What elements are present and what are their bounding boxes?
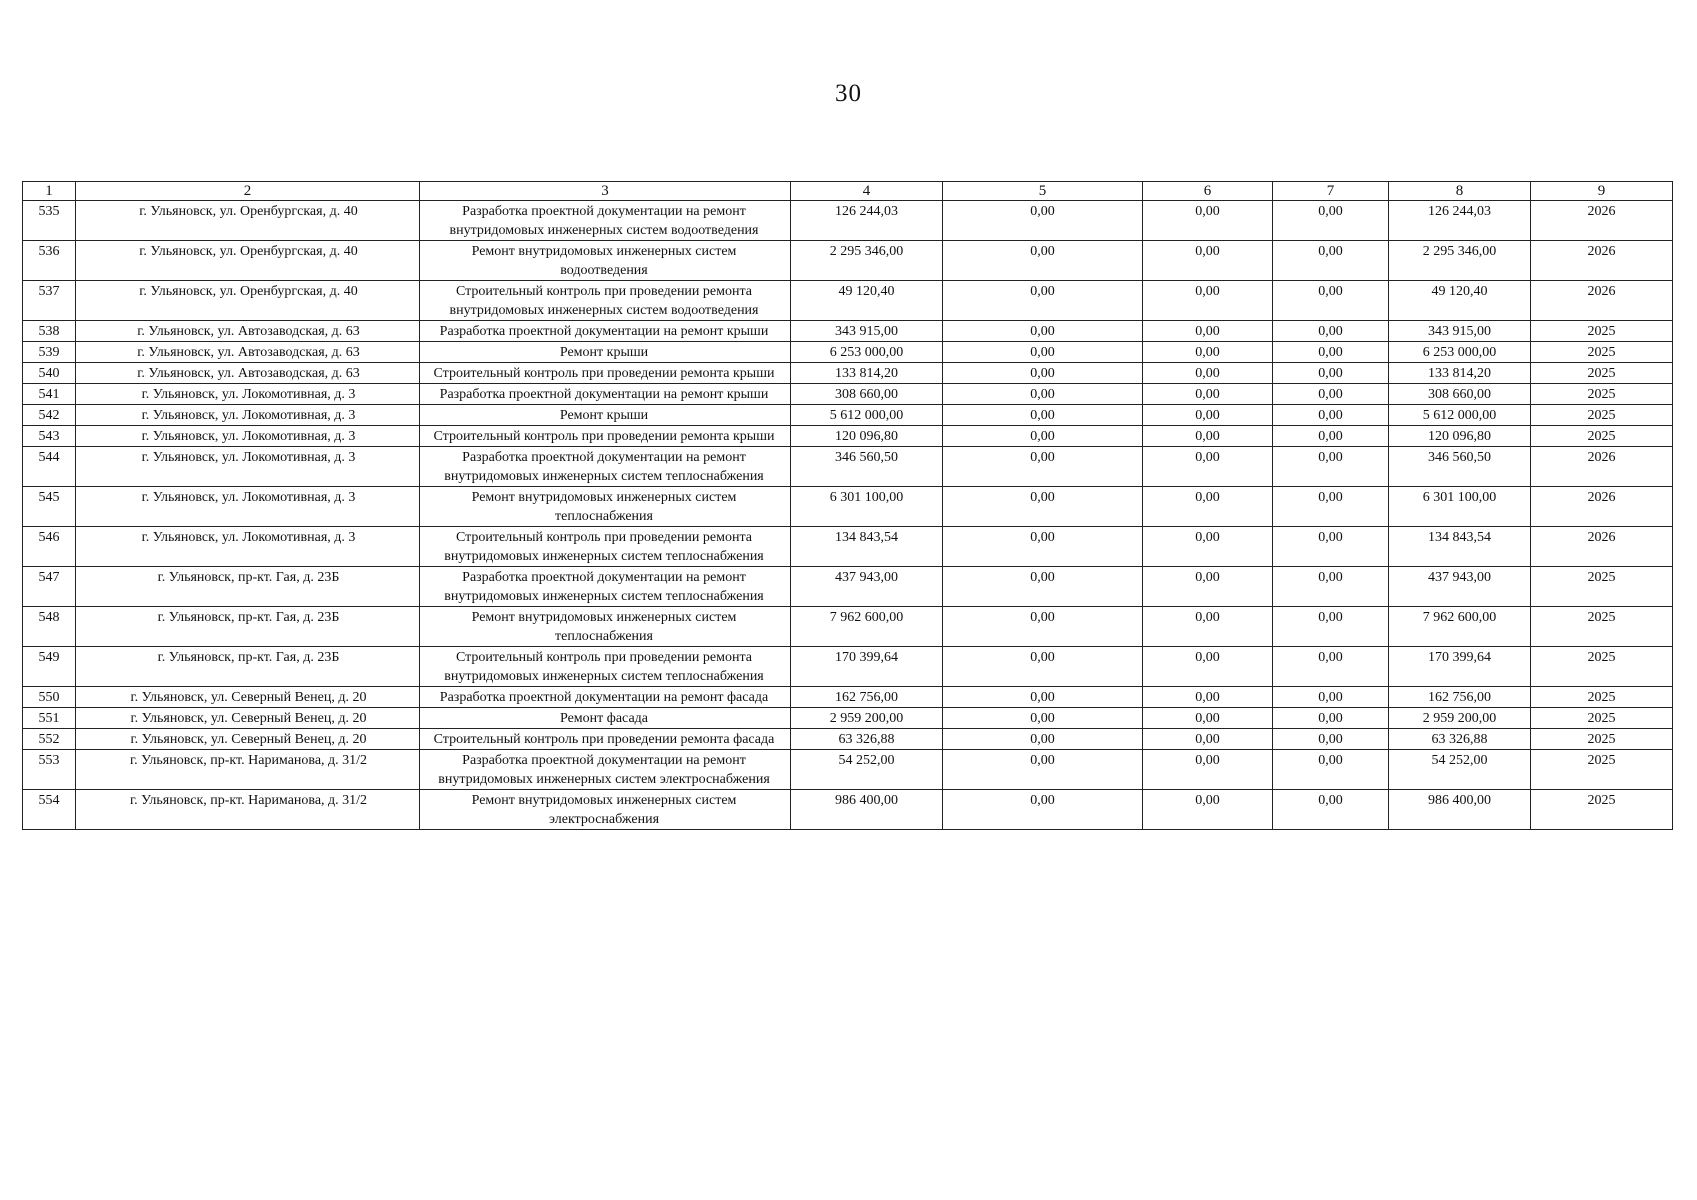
total-cost-cell: 2 295 346,00 bbox=[791, 241, 943, 281]
budget-cost-cell: 0,00 bbox=[1143, 790, 1273, 830]
fund-cost-cell: 0,00 bbox=[943, 363, 1143, 384]
year-cell: 2025 bbox=[1531, 363, 1673, 384]
owner-cost-cell: 0,00 bbox=[1273, 729, 1389, 750]
address-cell: г. Ульяновск, ул. Оренбургская, д. 40 bbox=[76, 201, 420, 241]
row-number-cell: 545 bbox=[23, 487, 76, 527]
year-cell: 2025 bbox=[1531, 708, 1673, 729]
budget-cost-cell: 0,00 bbox=[1143, 321, 1273, 342]
address-cell: г. Ульяновск, ул. Северный Венец, д. 20 bbox=[76, 708, 420, 729]
fund-cost-cell: 0,00 bbox=[943, 527, 1143, 567]
work-type-cell: Ремонт внутридомовых инженерных систем теплоснабжения bbox=[420, 607, 791, 647]
year-cell: 2026 bbox=[1531, 487, 1673, 527]
budget-cost-cell: 0,00 bbox=[1143, 281, 1273, 321]
work-type-cell: Строительный контроль при проведении ремонта фасада bbox=[420, 729, 791, 750]
table-row bbox=[23, 342, 1673, 363]
row-number-cell: 549 bbox=[23, 647, 76, 687]
owner-cost-cell: 0,00 bbox=[1273, 750, 1389, 790]
row-number-cell: 551 bbox=[23, 708, 76, 729]
budget-cost-cell: 0,00 bbox=[1143, 708, 1273, 729]
row-number-cell: 543 bbox=[23, 426, 76, 447]
owner-cost-cell: 0,00 bbox=[1273, 527, 1389, 567]
address-cell: г. Ульяновск, ул. Северный Венец, д. 20 bbox=[76, 687, 420, 708]
budget-cost-cell: 0,00 bbox=[1143, 487, 1273, 527]
total-cost-cell: 63 326,88 bbox=[791, 729, 943, 750]
other-cost-cell: 2 295 346,00 bbox=[1389, 241, 1531, 281]
work-type-cell: Строительный контроль при проведении ремонта крыши bbox=[420, 426, 791, 447]
row-number-cell: 548 bbox=[23, 607, 76, 647]
row-number-cell: 550 bbox=[23, 687, 76, 708]
row-number-cell: 552 bbox=[23, 729, 76, 750]
address-cell: г. Ульяновск, ул. Автозаводская, д. 63 bbox=[76, 363, 420, 384]
other-cost-cell: 343 915,00 bbox=[1389, 321, 1531, 342]
year-cell: 2025 bbox=[1531, 607, 1673, 647]
column-header: 1 bbox=[23, 182, 76, 201]
address-cell: г. Ульяновск, пр-кт. Гая, д. 23Б bbox=[76, 647, 420, 687]
row-number-cell: 539 bbox=[23, 342, 76, 363]
total-cost-cell: 126 244,03 bbox=[791, 201, 943, 241]
page-number: 30 bbox=[835, 80, 862, 107]
total-cost-cell: 6 253 000,00 bbox=[791, 342, 943, 363]
table-row bbox=[23, 426, 1673, 447]
table-row bbox=[23, 405, 1673, 426]
owner-cost-cell: 0,00 bbox=[1273, 426, 1389, 447]
total-cost-cell: 346 560,50 bbox=[791, 447, 943, 487]
other-cost-cell: 49 120,40 bbox=[1389, 281, 1531, 321]
address-cell: г. Ульяновск, ул. Локомотивная, д. 3 bbox=[76, 384, 420, 405]
work-type-cell: Разработка проектной документации на ремонт крыши bbox=[420, 321, 791, 342]
year-cell: 2025 bbox=[1531, 321, 1673, 342]
owner-cost-cell: 0,00 bbox=[1273, 607, 1389, 647]
year-cell: 2025 bbox=[1531, 426, 1673, 447]
owner-cost-cell: 0,00 bbox=[1273, 447, 1389, 487]
work-type-cell: Ремонт крыши bbox=[420, 405, 791, 426]
address-cell: г. Ульяновск, пр-кт. Нариманова, д. 31/2 bbox=[76, 790, 420, 830]
fund-cost-cell: 0,00 bbox=[943, 342, 1143, 363]
column-header: 8 bbox=[1389, 182, 1531, 201]
table-row bbox=[23, 281, 1673, 321]
fund-cost-cell: 0,00 bbox=[943, 647, 1143, 687]
work-type-cell: Разработка проектной документации на ремонт внутридомовых инженерных систем водоотведения bbox=[420, 201, 791, 241]
row-number-cell: 538 bbox=[23, 321, 76, 342]
total-cost-cell: 437 943,00 bbox=[791, 567, 943, 607]
table-row bbox=[23, 363, 1673, 384]
owner-cost-cell: 0,00 bbox=[1273, 363, 1389, 384]
work-type-cell: Строительный контроль при проведении ремонта внутридомовых инженерных систем теплоснабжения bbox=[420, 647, 791, 687]
budget-cost-cell: 0,00 bbox=[1143, 729, 1273, 750]
address-cell: г. Ульяновск, ул. Локомотивная, д. 3 bbox=[76, 487, 420, 527]
year-cell: 2026 bbox=[1531, 281, 1673, 321]
owner-cost-cell: 0,00 bbox=[1273, 321, 1389, 342]
fund-cost-cell: 0,00 bbox=[943, 281, 1143, 321]
fund-cost-cell: 0,00 bbox=[943, 321, 1143, 342]
fund-cost-cell: 0,00 bbox=[943, 607, 1143, 647]
fund-cost-cell: 0,00 bbox=[943, 487, 1143, 527]
work-type-cell: Ремонт внутридомовых инженерных систем электроснабжения bbox=[420, 790, 791, 830]
other-cost-cell: 2 959 200,00 bbox=[1389, 708, 1531, 729]
other-cost-cell: 63 326,88 bbox=[1389, 729, 1531, 750]
table-row bbox=[23, 790, 1673, 830]
column-header: 2 bbox=[76, 182, 420, 201]
address-cell: г. Ульяновск, ул. Оренбургская, д. 40 bbox=[76, 281, 420, 321]
budget-cost-cell: 0,00 bbox=[1143, 447, 1273, 487]
fund-cost-cell: 0,00 bbox=[943, 447, 1143, 487]
work-type-cell: Строительный контроль при проведении ремонта внутридомовых инженерных систем теплоснабжения bbox=[420, 527, 791, 567]
budget-cost-cell: 0,00 bbox=[1143, 405, 1273, 426]
other-cost-cell: 133 814,20 bbox=[1389, 363, 1531, 384]
address-cell: г. Ульяновск, ул. Локомотивная, д. 3 bbox=[76, 426, 420, 447]
owner-cost-cell: 0,00 bbox=[1273, 241, 1389, 281]
owner-cost-cell: 0,00 bbox=[1273, 201, 1389, 241]
address-cell: г. Ульяновск, ул. Автозаводская, д. 63 bbox=[76, 321, 420, 342]
year-cell: 2026 bbox=[1531, 527, 1673, 567]
owner-cost-cell: 0,00 bbox=[1273, 708, 1389, 729]
budget-cost-cell: 0,00 bbox=[1143, 342, 1273, 363]
table-row bbox=[23, 447, 1673, 487]
address-cell: г. Ульяновск, пр-кт. Гая, д. 23Б bbox=[76, 567, 420, 607]
table-row bbox=[23, 750, 1673, 790]
year-cell: 2025 bbox=[1531, 342, 1673, 363]
row-number-cell: 535 bbox=[23, 201, 76, 241]
budget-cost-cell: 0,00 bbox=[1143, 750, 1273, 790]
work-type-cell: Разработка проектной документации на ремонт внутридомовых инженерных систем теплоснабжения bbox=[420, 567, 791, 607]
budget-cost-cell: 0,00 bbox=[1143, 241, 1273, 281]
column-header: 3 bbox=[420, 182, 791, 201]
year-cell: 2025 bbox=[1531, 729, 1673, 750]
table-row bbox=[23, 241, 1673, 281]
table-row bbox=[23, 687, 1673, 708]
column-header: 7 bbox=[1273, 182, 1389, 201]
fund-cost-cell: 0,00 bbox=[943, 708, 1143, 729]
table-row bbox=[23, 729, 1673, 750]
total-cost-cell: 134 843,54 bbox=[791, 527, 943, 567]
year-cell: 2025 bbox=[1531, 750, 1673, 790]
total-cost-cell: 120 096,80 bbox=[791, 426, 943, 447]
data-table bbox=[22, 181, 1673, 830]
column-header: 5 bbox=[943, 182, 1143, 201]
fund-cost-cell: 0,00 bbox=[943, 567, 1143, 607]
row-number-cell: 541 bbox=[23, 384, 76, 405]
address-cell: г. Ульяновск, ул. Локомотивная, д. 3 bbox=[76, 527, 420, 567]
year-cell: 2025 bbox=[1531, 384, 1673, 405]
table-row bbox=[23, 527, 1673, 567]
fund-cost-cell: 0,00 bbox=[943, 201, 1143, 241]
total-cost-cell: 133 814,20 bbox=[791, 363, 943, 384]
budget-cost-cell: 0,00 bbox=[1143, 426, 1273, 447]
row-number-cell: 547 bbox=[23, 567, 76, 607]
fund-cost-cell: 0,00 bbox=[943, 384, 1143, 405]
other-cost-cell: 986 400,00 bbox=[1389, 790, 1531, 830]
fund-cost-cell: 0,00 bbox=[943, 687, 1143, 708]
owner-cost-cell: 0,00 bbox=[1273, 405, 1389, 426]
work-type-cell: Строительный контроль при проведении ремонта крыши bbox=[420, 363, 791, 384]
address-cell: г. Ульяновск, ул. Локомотивная, д. 3 bbox=[76, 405, 420, 426]
total-cost-cell: 7 962 600,00 bbox=[791, 607, 943, 647]
owner-cost-cell: 0,00 bbox=[1273, 281, 1389, 321]
work-type-cell: Разработка проектной документации на ремонт крыши bbox=[420, 384, 791, 405]
work-type-cell: Ремонт внутридомовых инженерных систем теплоснабжения bbox=[420, 487, 791, 527]
budget-cost-cell: 0,00 bbox=[1143, 687, 1273, 708]
total-cost-cell: 2 959 200,00 bbox=[791, 708, 943, 729]
total-cost-cell: 343 915,00 bbox=[791, 321, 943, 342]
fund-cost-cell: 0,00 bbox=[943, 405, 1143, 426]
table-row bbox=[23, 567, 1673, 607]
other-cost-cell: 54 252,00 bbox=[1389, 750, 1531, 790]
work-type-cell: Строительный контроль при проведении ремонта внутридомовых инженерных систем водоотведения bbox=[420, 281, 791, 321]
work-type-cell: Разработка проектной документации на ремонт внутридомовых инженерных систем электроснабжения bbox=[420, 750, 791, 790]
other-cost-cell: 5 612 000,00 bbox=[1389, 405, 1531, 426]
other-cost-cell: 6 301 100,00 bbox=[1389, 487, 1531, 527]
table-row bbox=[23, 487, 1673, 527]
work-type-cell: Ремонт внутридомовых инженерных систем водоотведения bbox=[420, 241, 791, 281]
total-cost-cell: 308 660,00 bbox=[791, 384, 943, 405]
header-row bbox=[23, 182, 1673, 201]
row-number-cell: 537 bbox=[23, 281, 76, 321]
year-cell: 2025 bbox=[1531, 647, 1673, 687]
other-cost-cell: 7 962 600,00 bbox=[1389, 607, 1531, 647]
table-row bbox=[23, 607, 1673, 647]
owner-cost-cell: 0,00 bbox=[1273, 687, 1389, 708]
table-row bbox=[23, 647, 1673, 687]
year-cell: 2026 bbox=[1531, 447, 1673, 487]
table-row bbox=[23, 201, 1673, 241]
address-cell: г. Ульяновск, пр-кт. Гая, д. 23Б bbox=[76, 607, 420, 647]
budget-cost-cell: 0,00 bbox=[1143, 201, 1273, 241]
year-cell: 2026 bbox=[1531, 201, 1673, 241]
year-cell: 2025 bbox=[1531, 790, 1673, 830]
address-cell: г. Ульяновск, пр-кт. Нариманова, д. 31/2 bbox=[76, 750, 420, 790]
address-cell: г. Ульяновск, ул. Оренбургская, д. 40 bbox=[76, 241, 420, 281]
other-cost-cell: 126 244,03 bbox=[1389, 201, 1531, 241]
owner-cost-cell: 0,00 bbox=[1273, 567, 1389, 607]
other-cost-cell: 120 096,80 bbox=[1389, 426, 1531, 447]
total-cost-cell: 5 612 000,00 bbox=[791, 405, 943, 426]
budget-cost-cell: 0,00 bbox=[1143, 363, 1273, 384]
year-cell: 2026 bbox=[1531, 241, 1673, 281]
row-number-cell: 540 bbox=[23, 363, 76, 384]
other-cost-cell: 6 253 000,00 bbox=[1389, 342, 1531, 363]
row-number-cell: 544 bbox=[23, 447, 76, 487]
row-number-cell: 542 bbox=[23, 405, 76, 426]
budget-cost-cell: 0,00 bbox=[1143, 567, 1273, 607]
owner-cost-cell: 0,00 bbox=[1273, 647, 1389, 687]
table-row bbox=[23, 321, 1673, 342]
fund-cost-cell: 0,00 bbox=[943, 426, 1143, 447]
other-cost-cell: 308 660,00 bbox=[1389, 384, 1531, 405]
owner-cost-cell: 0,00 bbox=[1273, 342, 1389, 363]
total-cost-cell: 162 756,00 bbox=[791, 687, 943, 708]
year-cell: 2025 bbox=[1531, 405, 1673, 426]
row-number-cell: 553 bbox=[23, 750, 76, 790]
fund-cost-cell: 0,00 bbox=[943, 241, 1143, 281]
budget-cost-cell: 0,00 bbox=[1143, 384, 1273, 405]
address-cell: г. Ульяновск, ул. Локомотивная, д. 3 bbox=[76, 447, 420, 487]
table-row bbox=[23, 708, 1673, 729]
address-cell: г. Ульяновск, ул. Северный Венец, д. 20 bbox=[76, 729, 420, 750]
column-header: 6 bbox=[1143, 182, 1273, 201]
total-cost-cell: 49 120,40 bbox=[791, 281, 943, 321]
budget-cost-cell: 0,00 bbox=[1143, 527, 1273, 567]
work-type-cell: Ремонт крыши bbox=[420, 342, 791, 363]
total-cost-cell: 54 252,00 bbox=[791, 750, 943, 790]
address-cell: г. Ульяновск, ул. Автозаводская, д. 63 bbox=[76, 342, 420, 363]
fund-cost-cell: 0,00 bbox=[943, 790, 1143, 830]
total-cost-cell: 986 400,00 bbox=[791, 790, 943, 830]
work-type-cell: Разработка проектной документации на ремонт фасада bbox=[420, 687, 791, 708]
fund-cost-cell: 0,00 bbox=[943, 750, 1143, 790]
other-cost-cell: 162 756,00 bbox=[1389, 687, 1531, 708]
budget-cost-cell: 0,00 bbox=[1143, 647, 1273, 687]
work-type-cell: Разработка проектной документации на ремонт внутридомовых инженерных систем теплоснабжения bbox=[420, 447, 791, 487]
row-number-cell: 554 bbox=[23, 790, 76, 830]
table-row bbox=[23, 384, 1673, 405]
other-cost-cell: 134 843,54 bbox=[1389, 527, 1531, 567]
budget-cost-cell: 0,00 bbox=[1143, 607, 1273, 647]
other-cost-cell: 346 560,50 bbox=[1389, 447, 1531, 487]
owner-cost-cell: 0,00 bbox=[1273, 487, 1389, 527]
total-cost-cell: 170 399,64 bbox=[791, 647, 943, 687]
column-header: 4 bbox=[791, 182, 943, 201]
work-type-cell: Ремонт фасада bbox=[420, 708, 791, 729]
owner-cost-cell: 0,00 bbox=[1273, 790, 1389, 830]
total-cost-cell: 6 301 100,00 bbox=[791, 487, 943, 527]
year-cell: 2025 bbox=[1531, 567, 1673, 607]
row-number-cell: 536 bbox=[23, 241, 76, 281]
other-cost-cell: 437 943,00 bbox=[1389, 567, 1531, 607]
owner-cost-cell: 0,00 bbox=[1273, 384, 1389, 405]
row-number-cell: 546 bbox=[23, 527, 76, 567]
year-cell: 2025 bbox=[1531, 687, 1673, 708]
column-header: 9 bbox=[1531, 182, 1673, 201]
fund-cost-cell: 0,00 bbox=[943, 729, 1143, 750]
other-cost-cell: 170 399,64 bbox=[1389, 647, 1531, 687]
